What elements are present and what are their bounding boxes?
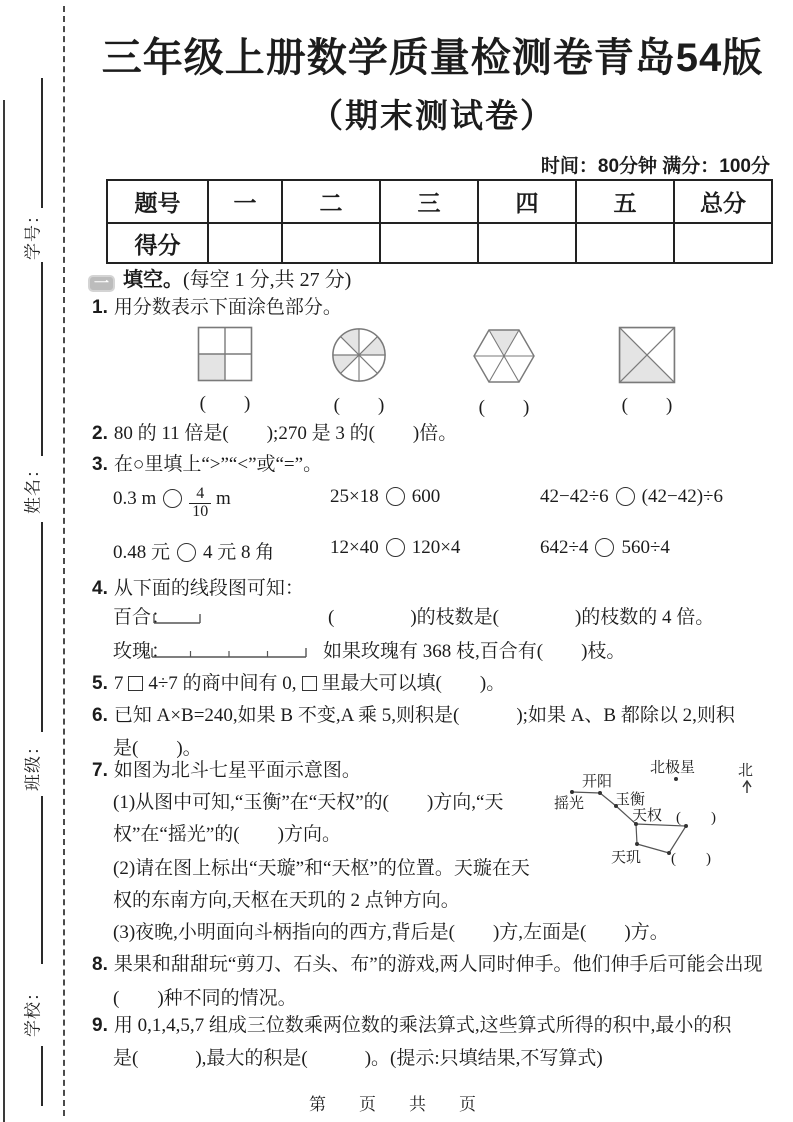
question-7-sub1-line2: 权”在“摇光”的( )方向。 [113, 824, 341, 845]
question-6 [92, 700, 735, 727]
fraction-shape-hexagon-sixths [467, 326, 541, 419]
score-cell [478, 223, 576, 263]
section-number-badge-icon: 一 [88, 275, 115, 292]
tianquan-label: 天权 [632, 808, 663, 824]
score-col-header: 五 [576, 180, 674, 223]
comparison-item [113, 486, 231, 521]
fraction-shape-square-diagonals [616, 326, 678, 417]
dipper-bowl-line [636, 824, 686, 853]
star-polaris [674, 777, 678, 781]
left-expression: 25×18 [330, 486, 379, 507]
comparison-circle [177, 543, 196, 562]
question-number: 2. [92, 423, 108, 444]
question-3 [92, 449, 322, 476]
question-text: 在○里填上“>”“<”或“=”。 [113, 454, 323, 475]
question-text: 果果和甜甜玩“剪刀、石头、布”的游戏,两人同时伸手。他们伸手后可能会出现 [113, 954, 763, 975]
fraction-numerator: 4 [196, 485, 205, 502]
section-1-header [88, 263, 351, 292]
score-table-score-row [107, 223, 772, 263]
question-text: 用 0,1,4,5,7 组成三位数乘两位数的乘法算式,这些算式所得的积中,最小的积 [113, 1015, 732, 1036]
question-5 [92, 668, 505, 695]
north-label: 北 [738, 763, 754, 779]
yuheng-label: 玉衡 [615, 792, 646, 808]
yaoguang-label: 摇光 [554, 796, 585, 812]
question-3-row-2 [0, 537, 793, 567]
student-no-field-label: 学号： [23, 206, 43, 260]
question-number: 6. [92, 705, 108, 726]
score-col-header: 总分 [674, 180, 772, 223]
rose-segment-diagram [151, 645, 307, 659]
score-cell [208, 223, 282, 263]
comparison-item [330, 537, 460, 559]
score-row-label: 得分 [107, 223, 208, 263]
tianshu-answer-blank: ( ) [671, 851, 711, 867]
star-kaiyang [598, 791, 602, 795]
question-2 [92, 418, 457, 445]
answer-blank: ( ) [333, 395, 385, 416]
fraction-shape-square-quarters [197, 326, 253, 415]
hexagon-sixths-figure [467, 326, 541, 386]
tianji-label: 天玑 [611, 850, 642, 866]
score-cell [576, 223, 674, 263]
name-field-label: 姓名： [23, 460, 43, 514]
question-9 [92, 1010, 731, 1037]
comparison-circle [386, 487, 405, 506]
question-8-line-2: ( )种不同的情况。 [113, 988, 297, 1009]
fraction-shape-circle-eighths [330, 326, 388, 417]
score-col-header: 三 [380, 180, 478, 223]
seal-write-line [41, 262, 43, 456]
tianxuan-answer-blank: ( ) [676, 810, 716, 826]
question-number: 1. [92, 297, 108, 318]
section-title: 填空。 [123, 269, 183, 291]
question-text-part: 7 [113, 673, 124, 694]
right-expression: 4 元 8 角 [203, 542, 275, 563]
comparison-item [540, 537, 670, 559]
star-yaoguang [570, 790, 574, 794]
score-col-header: 四 [478, 180, 576, 223]
comparison-circle [595, 538, 614, 557]
answer-blank: ( ) [199, 393, 251, 414]
page-footer: 第 页 共 页 [309, 1095, 484, 1114]
question-1 [92, 292, 342, 319]
question-7-sub3: (3)夜晚,小明面向斗柄指向的西方,背后是( )方,左面是( )方。 [113, 922, 669, 943]
right-expression: m [216, 487, 231, 509]
lily-segment-diagram [153, 611, 201, 625]
right-expression: 560÷4 [621, 537, 670, 558]
seal-write-line [41, 78, 43, 208]
question-text: 用分数表示下面涂色部分。 [113, 297, 342, 318]
right-expression: 600 [411, 486, 441, 507]
rose-segment-row [113, 636, 783, 668]
school-field-label: 学校： [23, 983, 43, 1037]
lily-segment-row [113, 602, 783, 634]
left-expression: 642÷4 [540, 537, 589, 558]
question-text-part: 里最大可以填( )。 [321, 673, 506, 694]
comparison-circle [616, 487, 635, 506]
score-col-header: 题号 [107, 180, 208, 223]
star-tianji [635, 842, 639, 846]
class-field-label: 班级： [23, 737, 43, 791]
question-text: 从下面的线段图可知： [113, 578, 304, 599]
right-expression: (42−42)÷6 [641, 486, 723, 507]
time-score-meta: 时间：80分钟 满分：100分 [540, 156, 770, 177]
score-col-header: 一 [208, 180, 282, 223]
question-text-part: 4÷7 的商中间有 0, [148, 673, 297, 694]
polaris-label: 北极星 [650, 760, 696, 776]
circle-eighths-figure [330, 326, 388, 384]
paper-subtitle: （期末测试卷） [310, 97, 555, 134]
question-number: 7. [92, 760, 108, 781]
q4-statement-1: ( )的枝数是( )的枝数的 4 倍。 [328, 607, 715, 628]
question-7 [92, 755, 361, 782]
digit-box [128, 676, 143, 691]
score-cell [674, 223, 772, 263]
question-text: 如图为北斗七星平面示意图。 [113, 760, 361, 781]
question-6-line-2: 是( )。 [113, 738, 202, 759]
paper-title: 三年级上册数学质量检测卷青岛54版 [101, 36, 764, 80]
question-8 [92, 949, 762, 976]
question-number: 4. [92, 578, 108, 599]
rose-label: 玫瑰： [113, 641, 171, 662]
digit-box [302, 676, 317, 691]
right-expression: 120×4 [411, 537, 461, 558]
question-9-line-2: 是( ),最大的积是( )。(提示:只填结果,不写算式) [113, 1048, 603, 1069]
left-expression: 12×40 [330, 537, 379, 558]
answer-blank: ( ) [621, 395, 673, 416]
q4-statement-2: 如果玫瑰有 368 枝,百合有( )枝。 [323, 641, 626, 662]
comparison-item [330, 486, 440, 508]
comparison-circle [386, 538, 405, 557]
question-4 [92, 573, 304, 600]
left-expression: 42−42÷6 [540, 486, 609, 507]
comparison-item [113, 537, 274, 564]
question-7-sub1-line1: (1)从图中可知,“玉衡”在“天权”的( )方向,“天 [113, 792, 504, 813]
question-number: 9. [92, 1015, 108, 1036]
question-number: 5. [92, 673, 108, 694]
page-edge-line [3, 100, 5, 1122]
comparison-item [540, 486, 723, 508]
question-text: 已知 A×B=240,如果 B 不变,A 乘 5,则积是( );如果 A、B 都除以 2,则积 [113, 705, 735, 726]
section-note: (每空 1 分,共 27 分) [183, 269, 352, 291]
left-expression: 0.3 m [113, 487, 157, 509]
fraction-denominator: 10 [189, 503, 211, 521]
fraction [189, 486, 211, 521]
question-number: 3. [92, 454, 108, 475]
score-cell [282, 223, 380, 263]
left-expression: 0.48 元 [113, 542, 171, 563]
lily-label: 百合： [113, 607, 171, 628]
square-diagonals-figure [617, 326, 677, 384]
comparison-circle [163, 489, 182, 508]
score-cell [380, 223, 478, 263]
big-dipper-diagram [538, 750, 793, 878]
question-7-sub2-line2: 权的东南方向,天枢在天玑的 2 点钟方向。 [113, 890, 460, 911]
question-7-sub2-line1: (2)请在图上标出“天璇”和“天枢”的位置。天璇在天 [113, 858, 530, 879]
answer-blank: ( ) [478, 397, 530, 418]
question-3-row-1 [0, 485, 793, 520]
question-text: 80 的 11 倍是( );270 是 3 的( )倍。 [113, 423, 458, 444]
kaiyang-label: 开阳 [582, 774, 613, 790]
question-number: 8. [92, 954, 108, 975]
score-table [106, 179, 773, 264]
score-table-header-row [107, 180, 772, 223]
square-quarters-figure [197, 326, 253, 382]
seal-write-line [41, 796, 43, 964]
score-col-header: 二 [282, 180, 380, 223]
